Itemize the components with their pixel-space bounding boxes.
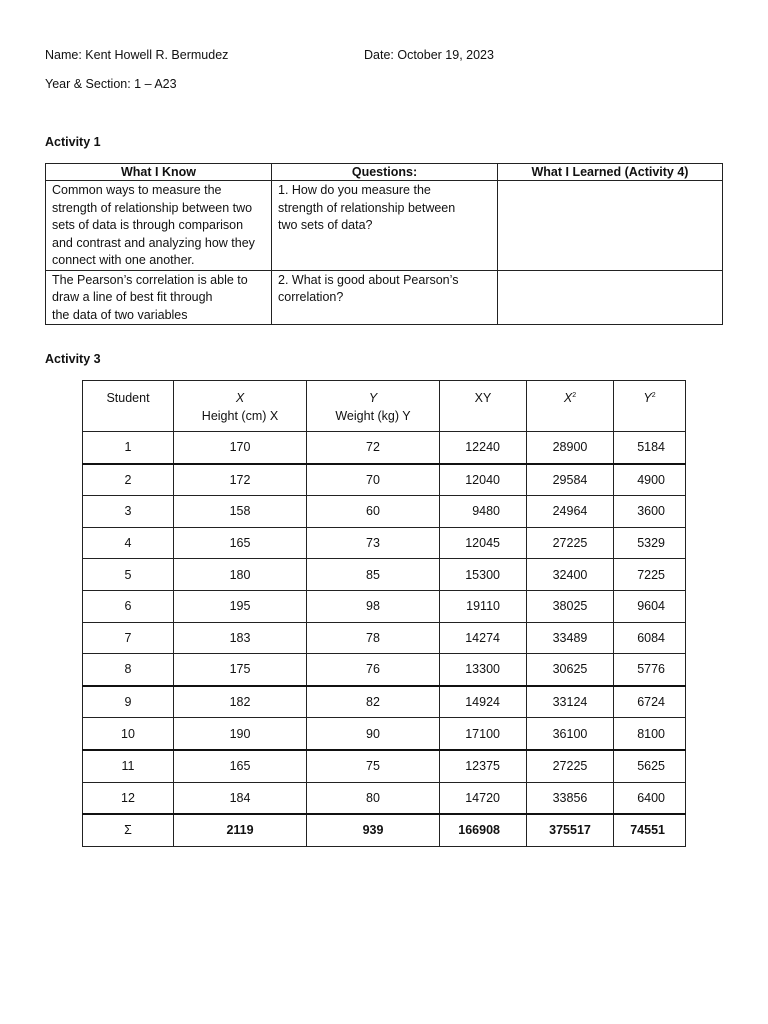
col-header-y [307,381,440,432]
totals-row [83,814,686,846]
student-cell: 3 [83,496,174,528]
x2-exponent: 2 [572,391,577,399]
x-cell: 195 [174,590,307,622]
year-section: Year & Section: 1 – A23 [45,77,177,91]
xy-cell: 14924 [440,686,527,718]
student-name: Name: Kent Howell R. Bermudez [45,48,229,62]
sum-symbol: Σ [83,814,174,846]
activity1-title: Activity 1 [45,135,101,149]
student-label: Student [106,391,150,405]
y-cell: 98 [307,590,440,622]
x-label: Height (cm) X [201,409,279,423]
table-row [46,270,723,325]
student-cell: 4 [83,527,174,559]
col-header-what-i-know: What I Know [46,164,272,181]
col-header-student [83,381,174,432]
x-cell: 165 [174,750,307,782]
x-cell: 170 [174,432,307,464]
x-squared-cell: 32400 [527,559,614,591]
learned-cell [498,270,723,325]
activity3-title: Activity 3 [45,352,101,366]
xy-total: 166908 [440,814,527,846]
xy-cell: 14720 [440,782,527,814]
table-row [83,527,686,559]
xy-cell: 17100 [440,718,527,750]
table-row [46,181,723,271]
x-squared-cell: 24964 [527,496,614,528]
y-cell: 76 [307,654,440,686]
table-row [83,559,686,591]
xy-cell: 12375 [440,750,527,782]
y-cell: 75 [307,750,440,782]
table-row [83,654,686,686]
x2-base: X [563,391,573,405]
activity1-table [45,163,723,325]
y-cell: 80 [307,782,440,814]
x-cell: 158 [174,496,307,528]
xy-cell: 15300 [440,559,527,591]
y-squared-cell: 6400 [614,782,686,814]
table-row [83,622,686,654]
xy-cell: 12240 [440,432,527,464]
xy-cell: 9480 [440,496,527,528]
table-row [83,686,686,718]
x-cell: 182 [174,686,307,718]
student-cell: 2 [83,464,174,496]
y-cell: 78 [307,622,440,654]
col-header-x-squared [527,381,614,432]
x-cell: 190 [174,718,307,750]
y-cell: 72 [307,432,440,464]
x-cell: 175 [174,654,307,686]
x-cell: 180 [174,559,307,591]
x-squared-cell: 30625 [527,654,614,686]
student-cell: 5 [83,559,174,591]
y-squared-cell: 5776 [614,654,686,686]
x-cell: 183 [174,622,307,654]
y2-base: Y [643,391,652,405]
col-header-x [174,381,307,432]
col-header-questions: Questions: [272,164,498,181]
xy-cell: 14274 [440,622,527,654]
col-header-xy [440,381,527,432]
x-squared-cell: 33124 [527,686,614,718]
y-squared-cell: 5625 [614,750,686,782]
xy-cell: 19110 [440,590,527,622]
table-row [83,750,686,782]
table-row [83,496,686,528]
student-cell: 11 [83,750,174,782]
xy-cell: 12040 [440,464,527,496]
table-row [83,464,686,496]
table-row [83,782,686,814]
submission-date: Date: October 19, 2023 [364,48,494,62]
xy-cell: 13300 [440,654,527,686]
y-cell: 82 [307,686,440,718]
know-cell: The Pearson’s correlation is able to draw a line of best fit through the data of two variables [46,270,272,325]
xy-cell: 12045 [440,527,527,559]
y-cell: 70 [307,464,440,496]
x-symbol: X [235,391,245,405]
question-cell: 1. How do you measure the strength of relationship between two sets of data? [272,181,498,271]
table-row [83,432,686,464]
y2-exponent: 2 [651,391,656,399]
y-symbol: Y [368,391,378,405]
learned-cell [498,181,723,271]
student-cell: 10 [83,718,174,750]
student-cell: 1 [83,432,174,464]
student-cell: 9 [83,686,174,718]
y-squared-cell: 6724 [614,686,686,718]
x-squared-total: 375517 [527,814,614,846]
table-row [83,590,686,622]
y-squared-cell: 3600 [614,496,686,528]
student-cell: 12 [83,782,174,814]
y-squared-cell: 6084 [614,622,686,654]
y-squared-cell: 4900 [614,464,686,496]
table-row [83,718,686,750]
x-squared-cell: 28900 [527,432,614,464]
x-squared-cell: 33856 [527,782,614,814]
know-cell: Common ways to measure the strength of relationship between two sets of data is through comparison and contrast and analyzing how they connect with one another. [46,181,272,271]
x-cell: 172 [174,464,307,496]
y-squared-total: 74551 [614,814,686,846]
x-squared-cell: 36100 [527,718,614,750]
x-cell: 184 [174,782,307,814]
y-cell: 73 [307,527,440,559]
x-cell: 165 [174,527,307,559]
x-total: 2119 [174,814,307,846]
y-total: 939 [307,814,440,846]
x-squared-cell: 38025 [527,590,614,622]
student-cell: 7 [83,622,174,654]
y-cell: 60 [307,496,440,528]
y-squared-cell: 8100 [614,718,686,750]
col-header-y-squared [614,381,686,432]
x-squared-cell: 27225 [527,527,614,559]
xy-label: XY [474,391,492,405]
y-cell: 90 [307,718,440,750]
y-squared-cell: 9604 [614,590,686,622]
activity3-table [82,380,686,847]
student-cell: 8 [83,654,174,686]
col-header-what-i-learned: What I Learned (Activity 4) [498,164,723,181]
x-squared-cell: 27225 [527,750,614,782]
question-cell: 2. What is good about Pearson’s correlation? [272,270,498,325]
y-squared-cell: 7225 [614,559,686,591]
y-cell: 85 [307,559,440,591]
x-squared-cell: 33489 [527,622,614,654]
y-squared-cell: 5329 [614,527,686,559]
y-squared-cell: 5184 [614,432,686,464]
student-cell: 6 [83,590,174,622]
x-squared-cell: 29584 [527,464,614,496]
y-label: Weight (kg) Y [335,409,411,423]
